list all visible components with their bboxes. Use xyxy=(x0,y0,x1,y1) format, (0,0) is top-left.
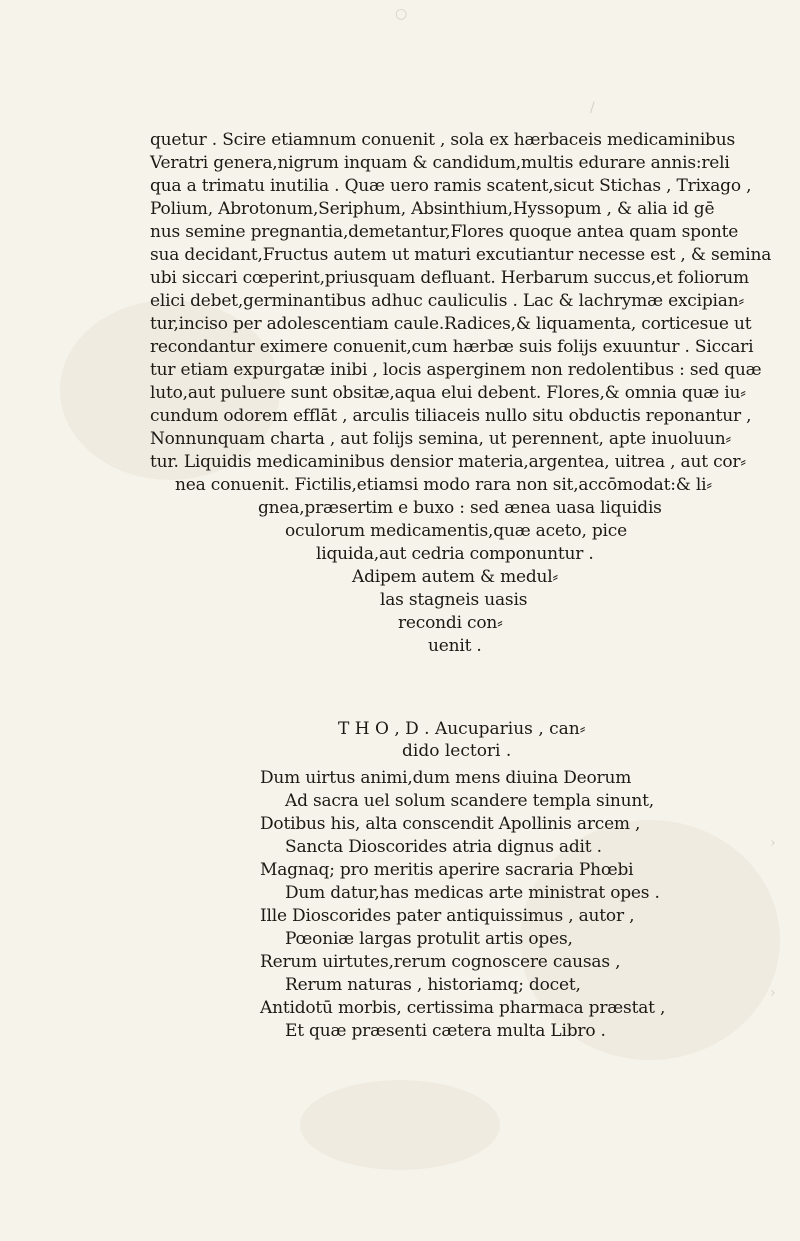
tapering-line: uenit . xyxy=(428,636,482,656)
poem-line: Dum datur,has medicas arte ministrat opes . xyxy=(285,883,660,903)
prose-line: Veratri genera,nigrum inquam & candidum,multis edurare annis:reli xyxy=(150,153,730,173)
poem-line: Ille Dioscorides pater antiquissimus , autor , xyxy=(260,906,635,926)
prose-line: ubi siccari cœperint,priusquam defluant. Herbarum succus,et foliorum xyxy=(150,268,749,288)
bleed-through-mark: › xyxy=(770,835,776,851)
prose-line: qua a trimatu inutilia . Quæ uero ramis scatent,sicut Stichas , Trixago , xyxy=(150,176,752,196)
bleed-through-mark: › xyxy=(770,985,776,1001)
prose-line: tur,inciso per adolescentiam caule.Radices,& liquamenta, corticesue ut xyxy=(150,314,752,334)
poem-line: Et quæ præsenti cætera multa Libro . xyxy=(285,1021,606,1041)
poem-line: Sancta Dioscorides atria dignus adit . xyxy=(285,837,602,857)
prose-line: cundum odorem efflāt , arculis tiliaceis nullo situ obductis reponantur , xyxy=(150,406,752,426)
poem-line: Rerum uirtutes,rerum cognoscere causas , xyxy=(260,952,621,972)
tapering-line: oculorum medicamentis,quæ aceto, pice xyxy=(285,521,627,541)
prose-line: nus semine pregnantia,demetantur,Flores quoque antea quam sponte xyxy=(150,222,739,242)
tapering-line: recondi con⸗ xyxy=(398,613,503,633)
prose-line: elici debet,germinantibus adhuc cauliculis . Lac & lachrymæ excipian⸗ xyxy=(150,291,744,311)
poem-line: Magnaq; pro meritis aperire sacraria Phœbi xyxy=(260,860,634,880)
tapering-line: liquida,aut cedria componuntur . xyxy=(316,544,594,564)
prose-line: sua decidant,Fructus autem ut maturi excutiantur necesse est , & semina xyxy=(150,245,772,265)
poem-heading-line: dido lectori . xyxy=(402,741,512,761)
prose-line: luto,aut puluere sunt obsitæ,aqua elui debent. Flores,& omnia quæ iu⸗ xyxy=(150,383,746,403)
poem-heading-line: T H O , D . Aucuparius , can⸗ xyxy=(338,719,586,739)
prose-line: tur. Liquidis medicaminibus densior materia,argentea, uitrea , aut cor⸗ xyxy=(150,452,746,472)
prose-line: tur etiam expurgatæ inibi , locis asperginem non redolentibus : sed quæ xyxy=(150,360,762,380)
bleed-through-mark: ○ xyxy=(395,6,408,22)
tapering-line: nea conuenit. Fictilis,etiamsi modo rara non sit,accōmodat:& li⸗ xyxy=(175,475,712,495)
bleed-through-mark: / xyxy=(590,100,595,116)
tapering-line: gnea,præsertim e buxo : sed ænea uasa liquidis xyxy=(258,498,662,518)
tapering-line: Adipem autem & medul⸗ xyxy=(352,567,559,587)
poem-line: Antidotū morbis, certissima pharmaca præstat , xyxy=(260,998,666,1018)
tapering-line: las stagneis uasis xyxy=(380,590,528,610)
paper-stain xyxy=(300,1080,500,1170)
poem-line: Ad sacra uel solum scandere templa sinunt, xyxy=(285,791,654,811)
poem-line: Dum uirtus animi,dum mens diuina Deorum xyxy=(260,768,632,788)
prose-line: Polium, Abrotonum,Seriphum, Absinthium,Hyssopum , & alia id gē xyxy=(150,199,715,219)
poem-line: Rerum naturas , historiamq; docet, xyxy=(285,975,581,995)
poem-line: Pœoniæ largas protulit artis opes, xyxy=(285,929,573,949)
prose-line: Nonnunquam charta , aut folijs semina, ut perennent, apte inuoluun⸗ xyxy=(150,429,731,449)
poem-line: Dotibus his, alta conscendit Apollinis arcem , xyxy=(260,814,641,834)
prose-line: quetur . Scire etiamnum conuenit , sola ex hærbaceis medicaminibus xyxy=(150,130,736,150)
prose-line: recondantur eximere conuenit,cum hærbæ suis folijs exuuntur . Siccari xyxy=(150,337,754,357)
